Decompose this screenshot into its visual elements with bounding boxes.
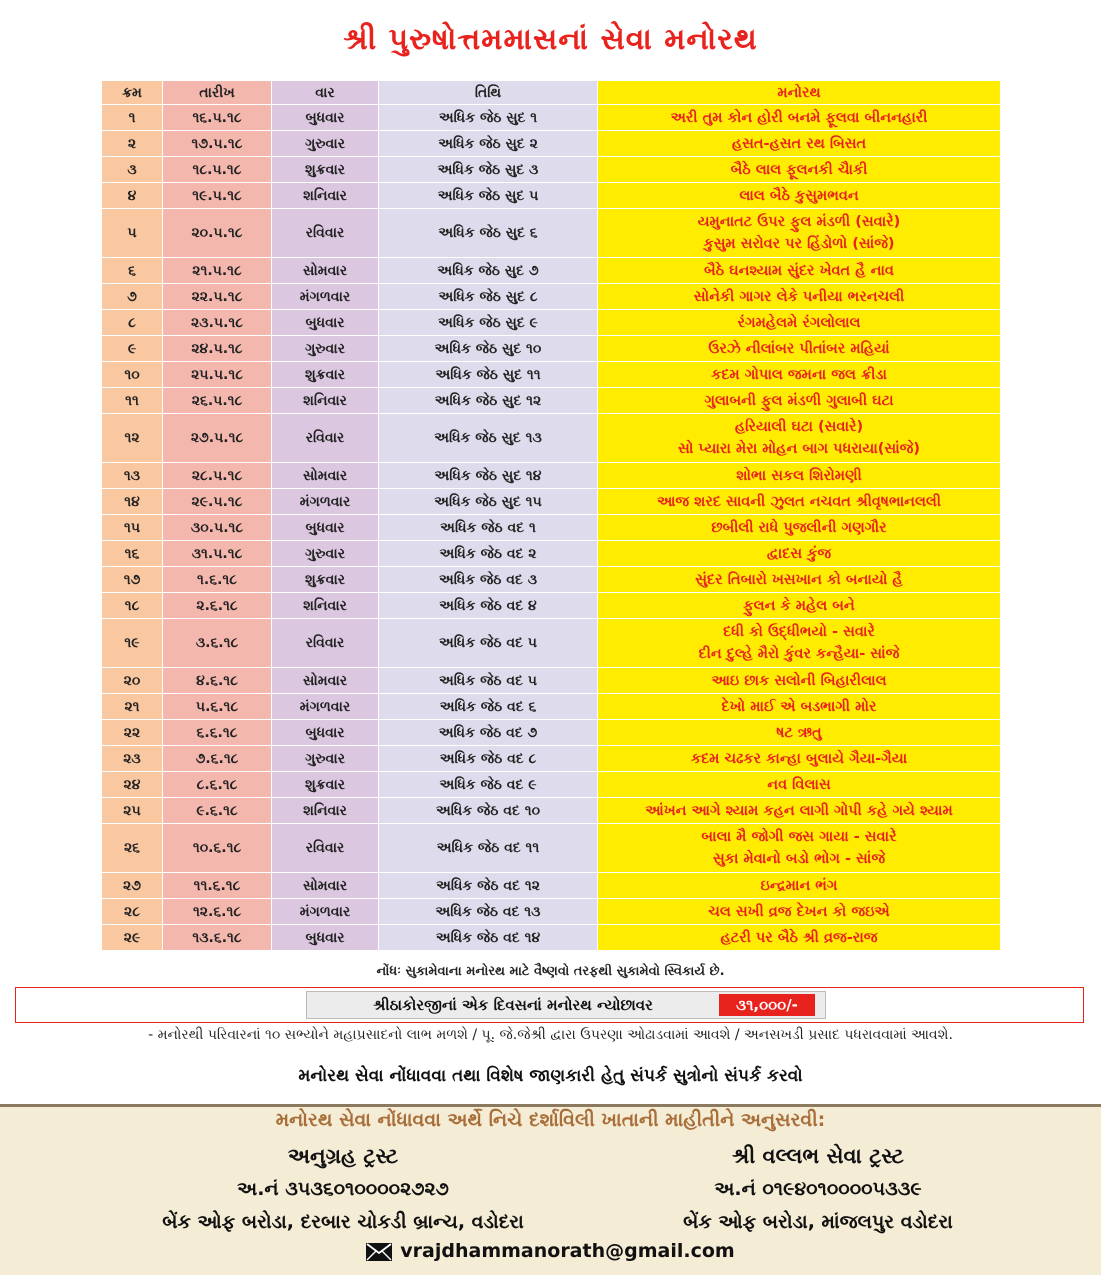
manorath-text: કદમ ચઢકર કાન્હા બુલાયે ગૈયા-ગૈયા — [690, 750, 908, 767]
rate-label: શ્રીઠાકોરજીનાં એક દિવસનાં મનોરથ ન્યોછાવર — [373, 996, 653, 1014]
row-manorath — [598, 258, 1001, 284]
row-day: શુક્રવાર — [272, 362, 379, 388]
trust-account-number: અ.નં ૩૫૩૬૦૧૦૦૦૦૨૭૨૭ — [237, 1178, 449, 1200]
row-date: ૧૧.૬.૧૮ — [163, 873, 272, 899]
row-date: ૩૦.૫.૧૮ — [163, 515, 272, 541]
row-day: રવિવાર — [272, 824, 379, 873]
row-day: મંગળવાર — [272, 284, 379, 310]
table-row — [102, 694, 1001, 720]
manorath-text: હરિયાલી ઘટા (સવારે) — [734, 419, 864, 435]
row-tithi: અધિક જેઠ વદ ૧૪ — [379, 925, 598, 951]
row-num: ૨૨ — [102, 720, 163, 746]
row-manorath — [598, 183, 1001, 209]
trust-name: શ્રી વલ્લભ સેવા ટ્રસ્ટ — [732, 1144, 904, 1168]
row-manorath — [598, 668, 1001, 694]
manorath-text: શોભા સકલ શિરોમણી — [736, 467, 862, 484]
row-day: ગુરુવાર — [272, 336, 379, 362]
row-num: ૨૫ — [102, 798, 163, 824]
table-row — [102, 720, 1001, 746]
manorath-text: બાલા મૈ જોગી જસ ગાયા - સવારે — [701, 829, 897, 845]
row-day: બુધવાર — [272, 720, 379, 746]
table-row — [102, 284, 1001, 310]
manorath-text-evening: કુસુમ સરોવર પર હિંડોળો (સાંજે) — [703, 236, 895, 252]
row-date: ૩૧.૫.૧૮ — [163, 541, 272, 567]
row-num: ૧૧ — [102, 388, 163, 414]
row-date: ૨.૬.૧૮ — [163, 593, 272, 619]
row-num: ૪ — [102, 183, 163, 209]
row-manorath — [598, 873, 1001, 899]
row-tithi: અધિક જેઠ વદ ૧૩ — [379, 899, 598, 925]
row-tithi: અધિક જેઠ સુદ ૧૦ — [379, 336, 598, 362]
row-manorath — [598, 310, 1001, 336]
row-manorath — [598, 694, 1001, 720]
row-tithi: અધિક જેઠ સુદ ૩ — [379, 157, 598, 183]
header-manorath: મનોરથ — [598, 81, 1001, 105]
row-tithi: અધિક જેઠ સુદ ૨ — [379, 131, 598, 157]
row-manorath — [598, 362, 1001, 388]
table-row — [102, 362, 1001, 388]
row-num: ૨૭ — [102, 873, 163, 899]
row-day: મંગળવાર — [272, 899, 379, 925]
row-manorath — [598, 772, 1001, 798]
row-manorath — [598, 131, 1001, 157]
row-num: ૧૭ — [102, 567, 163, 593]
row-day: રવિવાર — [272, 209, 379, 258]
row-day: મંગળવાર — [272, 694, 379, 720]
row-date: ૧૦.૬.૧૮ — [163, 824, 272, 873]
row-day: બુધવાર — [272, 925, 379, 951]
table-row — [102, 593, 1001, 619]
row-day: બુધવાર — [272, 310, 379, 336]
row-num: ૮ — [102, 310, 163, 336]
envelope-icon — [366, 1243, 392, 1261]
row-tithi: અધિક જેઠ વદ ૬ — [379, 694, 598, 720]
table-row — [102, 567, 1001, 593]
table-row — [102, 131, 1001, 157]
table-row — [102, 798, 1001, 824]
row-date: ૧૮.૫.૧૮ — [163, 157, 272, 183]
row-date: ૧.૬.૧૮ — [163, 567, 272, 593]
row-day: બુધવાર — [272, 105, 379, 131]
row-date: ૨૨.૫.૧૮ — [163, 284, 272, 310]
row-num: ૯ — [102, 336, 163, 362]
row-day: સોમવાર — [272, 463, 379, 489]
row-tithi: અધિક જેઠ સુદ ૯ — [379, 310, 598, 336]
row-day: ગુરુવાર — [272, 746, 379, 772]
row-tithi: અધિક જેઠ સુદ ૮ — [379, 284, 598, 310]
row-date: ૧૩.૬.૧૮ — [163, 925, 272, 951]
rate-panel — [306, 991, 826, 1019]
row-manorath — [598, 720, 1001, 746]
table-row — [102, 772, 1001, 798]
manorath-text: બૈઠે ઘનશ્યામ સુંદર ખેવત હૈ નાવ — [704, 262, 894, 279]
manorath-text: આંખન આગે શ્યામ કહન લાગી ગોપી કહે ગયે શ્યામ — [645, 802, 953, 819]
manorath-text: સોનેકી ગાગર લેકે પનીયા ભરનચલી — [693, 288, 905, 305]
manorath-text: લાલ બૈઠે કુસુમભવન — [739, 187, 859, 204]
row-date: ૧૯.૫.૧૮ — [163, 183, 272, 209]
rate-box — [15, 987, 1084, 1023]
manorath-text: હટરી પર બૈઠે શ્રી વ્રજ-રાજ — [720, 929, 878, 946]
row-tithi: અધિક જેઠ સુદ ૭ — [379, 258, 598, 284]
row-tithi: અધિક જેઠ સુદ ૬ — [379, 209, 598, 258]
trust-block-vallabh — [568, 1140, 1068, 1238]
row-day: શનિવાર — [272, 798, 379, 824]
row-manorath — [598, 798, 1001, 824]
manorath-schedule-table — [101, 80, 1001, 951]
trust-name: અનુગ્રહ ટ્રસ્ટ — [287, 1144, 399, 1168]
row-date: ૧૬.૫.૧૮ — [163, 105, 272, 131]
contact-text: મનોરથ સેવા નોંધાવવા તથા વિશેષ જાણકારી હેતુ સંપર્ક સુત્રોનો સંપર્ક કરવો — [298, 1066, 803, 1086]
table-row — [102, 515, 1001, 541]
row-date: ૫.૬.૧૮ — [163, 694, 272, 720]
row-num: ૧૩ — [102, 463, 163, 489]
table-row — [102, 336, 1001, 362]
trust-bank: બેંક ઓફ બરોડા, દરબાર ચોકડી બ્રાન્ચ, વડોદરા — [162, 1211, 524, 1233]
row-day: રવિવાર — [272, 414, 379, 463]
manorath-text: આઇ છાક સલોની બિહારીલાલ — [711, 672, 887, 689]
row-num: ૨૦ — [102, 668, 163, 694]
row-day: શુક્રવાર — [272, 567, 379, 593]
benefits-text: - મનોરથી પરિવારનાં ૧૦ સભ્યોને મહાપ્રસાદનો લાભ મળશે / પૂ. જે.જેશ્રી દ્વારા ઉપરણા ઓઢાડવામાં આવશે / અનસખડી પ્રસાદ પધરાવવામાં આવશે. — [148, 1027, 953, 1043]
row-day: બુધવાર — [272, 515, 379, 541]
row-tithi: અધિક જેઠ સુદ ૧૫ — [379, 489, 598, 515]
row-manorath — [598, 463, 1001, 489]
table-row — [102, 541, 1001, 567]
row-day: સોમવાર — [272, 873, 379, 899]
row-tithi: અધિક જેઠ સુદ ૧૨ — [379, 388, 598, 414]
row-day: સોમવાર — [272, 258, 379, 284]
row-tithi: અધિક જેઠ સુદ ૧૩ — [379, 414, 598, 463]
row-date: ૨૮.૫.૧૮ — [163, 463, 272, 489]
row-date: ૨૦.૫.૧૮ — [163, 209, 272, 258]
trust-bank: બેંક ઓફ બરોડા, માંજલપુર વડોદરા — [683, 1211, 953, 1233]
row-date: ૭.૬.૧૮ — [163, 746, 272, 772]
row-num: ૧૮ — [102, 593, 163, 619]
table-row — [102, 668, 1001, 694]
row-tithi: અધિક જેઠ વદ ૧ — [379, 515, 598, 541]
manorath-text-evening: સુકા મેવાનો બડો ભોગ - સાંજે — [712, 851, 886, 867]
row-day: શુક્રવાર — [272, 157, 379, 183]
row-date: ૬.૬.૧૮ — [163, 720, 272, 746]
row-tithi: અધિક જેઠ સુદ ૫ — [379, 183, 598, 209]
rate-amount-badge: ૩૧,૦૦૦/- — [719, 994, 815, 1016]
row-date: ૨૬.૫.૧૮ — [163, 388, 272, 414]
row-manorath — [598, 336, 1001, 362]
table-row — [102, 463, 1001, 489]
account-info-heading: મનોરથ સેવા નોંધાવવા અર્થે નિચે દર્શાવિલી ખાતાની માહીતીને અનુસરવી: — [275, 1109, 826, 1131]
row-manorath — [598, 619, 1001, 668]
row-num: ૨૮ — [102, 899, 163, 925]
row-manorath — [598, 284, 1001, 310]
row-date: ૧૭.૫.૧૮ — [163, 131, 272, 157]
row-date: ૨૩.૫.૧૮ — [163, 310, 272, 336]
row-manorath — [598, 515, 1001, 541]
row-day: ગુરુવાર — [272, 131, 379, 157]
manorath-text: બૈઠે લાલ ફૂલનકી ચૈાકી — [730, 161, 868, 178]
trust-account-number: અ.નં ૦૧૯૪૦૧૦૦૦૦૫૩૩૯ — [714, 1178, 922, 1200]
table-row — [102, 388, 1001, 414]
row-tithi: અધિક જેઠ સુદ ૧૧ — [379, 362, 598, 388]
row-tithi: અધિક જેઠ વદ ૧૦ — [379, 798, 598, 824]
row-date: ૮.૬.૧૮ — [163, 772, 272, 798]
manorath-text: ચલ સખી વ્રજ દેખન કો જઇએ — [708, 903, 890, 920]
row-num: ૧ — [102, 105, 163, 131]
table-row — [102, 183, 1001, 209]
row-tithi: અધિક જેઠ વદ ૧૧ — [379, 824, 598, 873]
table-row — [102, 105, 1001, 131]
row-num: ૩ — [102, 157, 163, 183]
row-day: રવિવાર — [272, 619, 379, 668]
row-num: ૨૩ — [102, 746, 163, 772]
row-tithi: અધિક જેઠ વદ ૨ — [379, 541, 598, 567]
row-tithi: અધિક જેઠ વદ ૧૨ — [379, 873, 598, 899]
manorath-text: છબીલી રાધે પુજલીની ગણગૌર — [711, 519, 887, 536]
table-row — [102, 824, 1001, 873]
table-row — [102, 873, 1001, 899]
row-num: ૧૯ — [102, 619, 163, 668]
row-day: શનિવાર — [272, 183, 379, 209]
row-day: શનિવાર — [272, 388, 379, 414]
row-num: ૨ — [102, 131, 163, 157]
row-tithi: અધિક જેઠ વદ ૪ — [379, 593, 598, 619]
manorath-text-evening: સો પ્યારા મેરા મોહન બાગ પધરાયા(સાંજે) — [677, 441, 921, 457]
row-num: ૨૯ — [102, 925, 163, 951]
row-date: ૨૧.૫.૧૮ — [163, 258, 272, 284]
row-tithi: અધિક જેઠ સુદ ૧ — [379, 105, 598, 131]
row-num: ૧૬ — [102, 541, 163, 567]
table-row — [102, 310, 1001, 336]
manorath-text: નવ વિલાસ — [767, 776, 831, 793]
row-date: ૨૪.૫.૧૮ — [163, 336, 272, 362]
manorath-text-evening: દીન દુલ્હે મૈરો કુંવર કન્હૈયા- સાંજે — [698, 646, 900, 662]
row-num: ૨૪ — [102, 772, 163, 798]
table-row — [102, 619, 1001, 668]
row-num: ૧૦ — [102, 362, 163, 388]
table-header-row — [102, 81, 1001, 105]
row-num: ૧૫ — [102, 515, 163, 541]
row-date: ૨૯.૫.૧૮ — [163, 489, 272, 515]
manorath-text: રંગમહેલમે રંગલોલાલ — [737, 314, 861, 331]
row-manorath — [598, 541, 1001, 567]
row-num: ૨૧ — [102, 694, 163, 720]
table-row — [102, 414, 1001, 463]
row-day: સોમવાર — [272, 668, 379, 694]
table-row — [102, 489, 1001, 515]
row-manorath — [598, 925, 1001, 951]
table-row — [102, 258, 1001, 284]
manorath-text: ઉરઝે નીલાંબર પીતાંબર મહિયાં — [708, 340, 890, 357]
row-tithi: અધિક જેઠ વદ ૯ — [379, 772, 598, 798]
table-row — [102, 899, 1001, 925]
row-tithi: અધિક જેઠ સુદ ૧૪ — [379, 463, 598, 489]
header-date: તારીખ — [163, 81, 272, 105]
row-num: ૧૪ — [102, 489, 163, 515]
row-manorath — [598, 899, 1001, 925]
row-manorath — [598, 824, 1001, 873]
row-day: શનિવાર — [272, 593, 379, 619]
header-day: વાર — [272, 81, 379, 105]
manorath-text: ગુલાબની ફુલ મંડળી ગુલાબી ઘટા — [704, 392, 894, 409]
row-manorath — [598, 593, 1001, 619]
header-tithi: તિથિ — [379, 81, 598, 105]
table-row — [102, 925, 1001, 951]
row-manorath — [598, 567, 1001, 593]
manorath-text: આજ શરદ સાવની ઝુલત નચવત શ્રીવૃષભાનલલી — [656, 493, 942, 510]
note-text: નોંધઃ સુકામેવાના મનોરથ માટે વૈષ્ણવો તરફથી સુકામેવો સ્વિકાર્ય છે. — [376, 964, 725, 979]
row-num: ૨૬ — [102, 824, 163, 873]
row-tithi: અધિક જેઠ વદ ૩ — [379, 567, 598, 593]
row-manorath — [598, 388, 1001, 414]
email-link[interactable]: vrajdhammanorath@gmail.com — [400, 1240, 735, 1262]
row-num: ૫ — [102, 209, 163, 258]
row-day: મંગળવાર — [272, 489, 379, 515]
row-day: શુક્રવાર — [272, 772, 379, 798]
manorath-text: ફુલન કે મહેલ બને — [743, 597, 855, 614]
row-tithi: અધિક જેઠ વદ ૫ — [379, 668, 598, 694]
row-manorath — [598, 489, 1001, 515]
manorath-text: દધી કો ઉદ્ધીભયો - સવારે — [723, 624, 875, 640]
row-date: ૨૭.૫.૧૮ — [163, 414, 272, 463]
row-manorath — [598, 157, 1001, 183]
row-tithi: અધિક જેઠ વદ ૭ — [379, 720, 598, 746]
row-num: ૬ — [102, 258, 163, 284]
email-line — [0, 1240, 1101, 1262]
row-date: ૧૨.૬.૧૮ — [163, 899, 272, 925]
manorath-text: હસત-હસત રથ બિસત — [731, 135, 867, 152]
trust-block-anugrah — [93, 1140, 593, 1238]
manorath-text: ષટ ઋતુ — [776, 724, 822, 741]
manorath-text: દેખો માઈ એ બડભાગી મોર — [721, 698, 877, 715]
row-date: ૩.૬.૧૮ — [163, 619, 272, 668]
row-date: ૪.૬.૧૮ — [163, 668, 272, 694]
manorath-text: ઇન્દ્રમાન ભંગ — [760, 877, 838, 894]
row-manorath — [598, 414, 1001, 463]
manorath-text: અરી તુમ કોન હોરી બનમે ફૂલવા બીનનહારી — [670, 109, 928, 126]
row-day: ગુરુવાર — [272, 541, 379, 567]
table-row — [102, 209, 1001, 258]
row-tithi: અધિક જેઠ વદ ૮ — [379, 746, 598, 772]
row-num: ૭ — [102, 284, 163, 310]
header-num: ક્રમ — [102, 81, 163, 105]
manorath-text: કદમ ગોપાલ જમના જલ ક્રીડા — [711, 366, 887, 383]
row-manorath — [598, 746, 1001, 772]
table-row — [102, 746, 1001, 772]
row-tithi: અધિક જેઠ વદ ૫ — [379, 619, 598, 668]
table-row — [102, 157, 1001, 183]
row-manorath — [598, 105, 1001, 131]
manorath-text: યમુનાતટ ઉપર ફુલ મંડળી (સવારે) — [697, 214, 901, 230]
page-title: શ્રી પુરુષોત્તમમાસનાં સેવા મનોરથ — [343, 22, 758, 57]
manorath-text: સુંદર તિબારો ખસખાન કો બનાયો હૈ — [695, 571, 903, 588]
row-num: ૧૨ — [102, 414, 163, 463]
manorath-text: દ્વાદસ કુંજ — [766, 545, 832, 562]
row-manorath — [598, 209, 1001, 258]
row-date: ૯.૬.૧૮ — [163, 798, 272, 824]
row-date: ૨૫.૫.૧૮ — [163, 362, 272, 388]
